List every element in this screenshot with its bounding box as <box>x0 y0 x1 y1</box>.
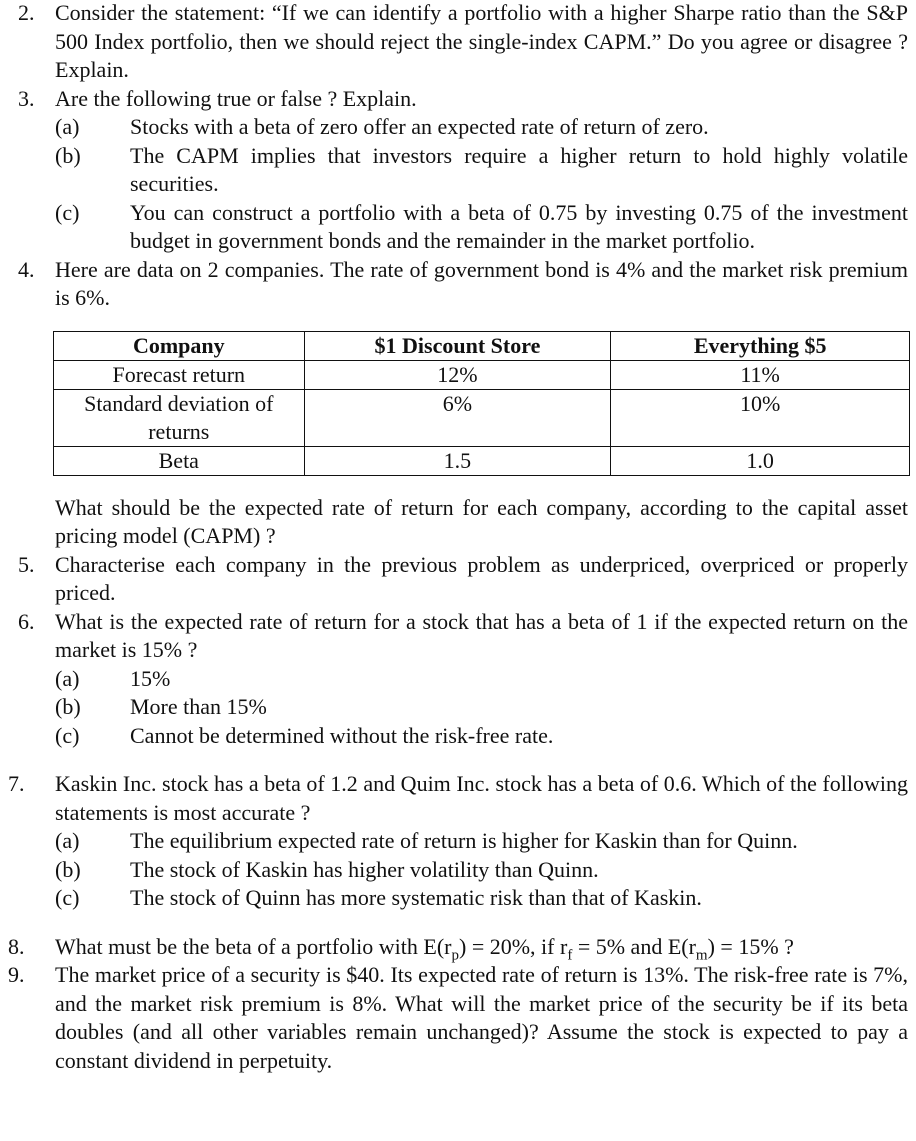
sub-item <box>55 856 908 885</box>
subscript: p <box>451 946 459 963</box>
sub-item-text: More than 15% <box>130 694 267 719</box>
spacer <box>0 750 916 770</box>
sub-item-text: Cannot be determined without the risk-free rate. <box>130 722 554 748</box>
question-text: Characterise each company in the previous problem as underpriced, overpriced or properly priced. <box>55 551 908 605</box>
table-cell: 10% <box>611 389 910 446</box>
table-cell: Beta <box>54 446 305 475</box>
question-2 <box>0 0 908 85</box>
subscript: f <box>567 946 573 963</box>
sub-item <box>55 113 908 142</box>
table-row <box>54 360 910 389</box>
sub-item-label: (a) <box>55 828 80 853</box>
sub-item-text: You can construct a portfolio with a beta of 0.75 by investing 0.75 of the investment budget in government bonds and the remainder in the market portfolio. <box>130 199 908 253</box>
question-number: 7. <box>8 771 25 796</box>
question-8 <box>0 933 908 962</box>
question-9 <box>0 961 908 1075</box>
sub-item-label: (b) <box>55 694 81 719</box>
sub-item <box>55 199 908 256</box>
sub-item <box>55 722 908 751</box>
sub-item-text: The CAPM implies that investors require a higher return to hold highly volatile securities. <box>130 142 908 196</box>
table-header-row <box>54 331 910 360</box>
sub-item-label: (b) <box>55 856 81 882</box>
table-header-cell: Everything $5 <box>611 331 910 360</box>
sub-item-label: (a) <box>55 665 80 691</box>
question-number: 2. <box>18 0 35 25</box>
question-text: Kaskin Inc. stock has a beta of 1.2 and Quim Inc. stock has a beta of 0.6. Which of the following statements is most accurate ? <box>55 771 908 825</box>
question-text: The market price of a security is $40. Its expected rate of return is 13%. The risk-free rate is 7%, and the market risk premium is 8%. What will the market price of the security be if its beta doubles (and all other variables remain unchanged)? Assume the stock is expected to pay a constant dividend in perpetuity. <box>55 962 908 1073</box>
question-number: 4. <box>18 256 35 282</box>
subscript: m <box>695 946 708 963</box>
sub-item-label: (b) <box>55 142 81 168</box>
question-text <box>55 933 794 963</box>
sub-item-text: Stocks with a beta of zero offer an expected rate of return of zero. <box>130 114 709 139</box>
sub-item <box>55 142 908 199</box>
table-header-cell: $1 Discount Store <box>304 331 611 360</box>
table-cell: 1.0 <box>611 446 910 475</box>
question-number: 8. <box>8 933 25 959</box>
table-cell: 1.5 <box>304 446 611 475</box>
question-6 <box>0 608 908 751</box>
question-text: What is the expected rate of return for a stock that has a beta of 1 if the expected return on the market is 15% ? <box>55 608 908 662</box>
sub-item <box>55 665 908 694</box>
sub-item <box>55 827 908 856</box>
text-run: ) = 15% ? <box>707 933 794 959</box>
table-cell: Forecast return <box>54 360 305 389</box>
sub-item-label: (c) <box>55 199 80 225</box>
table-cell: Standard deviation of returns <box>54 389 305 446</box>
sub-item-text: 15% <box>130 665 171 691</box>
spacer <box>0 913 916 933</box>
question-text: Are the following true or false ? Explain. <box>55 85 417 111</box>
table-row <box>54 389 910 446</box>
table-cell: 6% <box>304 389 611 446</box>
question-number: 9. <box>8 962 25 987</box>
question-4 <box>0 256 908 313</box>
sub-item-text: The stock of Quinn has more systematic risk than that of Kaskin. <box>130 885 702 910</box>
question-text: Consider the statement: “If we can identify a portfolio with a higher Sharpe ratio than the S&P 500 Index portfolio, then we should reject the single-index CAPM.” Do you agree or disagree ? Explain. <box>55 0 908 82</box>
sub-item <box>55 884 908 913</box>
table-cell: 12% <box>304 360 611 389</box>
text-run: ) = 20%, if r <box>459 933 568 959</box>
sub-item-label: (c) <box>55 885 80 910</box>
sub-item <box>55 693 908 722</box>
sub-item-label: (c) <box>55 722 80 748</box>
question-4-followup: What should be the expected rate of return for each company, according to the capital asset pricing model (CAPM) ? <box>55 494 908 548</box>
sub-item-text: The stock of Kaskin has higher volatility than Quinn. <box>130 856 599 882</box>
question-number: 3. <box>18 85 35 111</box>
question-3 <box>0 85 908 256</box>
question-7 <box>0 770 908 913</box>
text-run: = 5% and E(r <box>572 933 696 959</box>
sub-item-label: (a) <box>55 114 80 139</box>
table-row <box>54 446 910 475</box>
sub-item-text: The equilibrium expected rate of return is higher for Kaskin than for Quinn. <box>130 828 798 853</box>
question-5 <box>0 551 908 608</box>
question-text: Here are data on 2 companies. The rate of government bond is 4% and the market risk premium is 6%. <box>55 256 908 310</box>
table-cell: 11% <box>611 360 910 389</box>
question-number: 5. <box>18 551 35 577</box>
company-data-table <box>53 331 910 476</box>
table-header-cell: Company <box>54 331 305 360</box>
question-number: 6. <box>18 608 35 634</box>
text-run: What must be the beta of a portfolio with E(r <box>55 933 452 959</box>
